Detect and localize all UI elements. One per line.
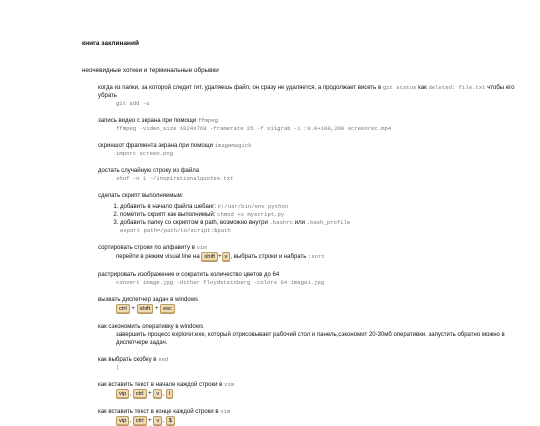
key-ctrl: ctrl: [133, 416, 147, 426]
inline-code: deleted: file.txt: [428, 84, 486, 91]
inline-code: vim: [223, 381, 235, 388]
key-shift: shift: [137, 304, 154, 314]
key-ctrl: ctrl: [116, 304, 130, 314]
key-dollar: $: [166, 416, 175, 426]
command-line: import screen.png: [116, 150, 174, 157]
list-item: [98, 117, 528, 133]
list-item: [98, 84, 528, 108]
item-text: перейти в режим visual line на: [116, 254, 200, 260]
key-v: v: [222, 252, 231, 262]
item-text: как выбрать скобку в: [98, 357, 157, 363]
item-text: как вставить текст в начале каждой строки в: [98, 382, 223, 388]
inline-code: chmod +x myscript.py: [217, 211, 285, 218]
list-item: [98, 192, 528, 235]
list-item: [98, 167, 528, 183]
list-item: [98, 142, 528, 158]
list-item: [98, 271, 528, 287]
step-item: [120, 211, 528, 219]
inline-code: .bash_profile: [306, 219, 351, 226]
item-text: сделать скрипт выполняемым:: [98, 193, 184, 199]
item-text: , выбрать строки и набрать: [230, 254, 307, 260]
key-v: v: [153, 416, 162, 426]
item-text: как: [418, 85, 427, 91]
key-vip: vip: [116, 389, 129, 399]
step-text: пометить скрипт как выполнимый:: [120, 212, 216, 218]
item-text: как сэкономить оперативку в windows: [98, 324, 204, 330]
step-text: добавить в начало файла шебанг:: [120, 204, 216, 210]
step-item: [120, 219, 528, 235]
inline-code: ffmpeg: [197, 117, 218, 124]
steps-list: [98, 203, 528, 235]
inline-code: imagemagick: [214, 142, 252, 149]
command-line: (: [116, 364, 120, 371]
item-text: когда из папки, за которой следит гит, удаляешь файл, он сразу не удаляется, а продолжает висеть в: [98, 85, 382, 91]
step-item: [120, 203, 528, 211]
command-line: git add -u: [116, 100, 150, 107]
list-item: как вставить текст в начале каждой строки в vim vip , ctrl + v , I: [98, 381, 235, 397]
inline-code: sed: [158, 356, 169, 363]
item-text: растрировать изображение и сократить количество цветов до 64: [98, 272, 280, 278]
item-text: скриншот фрагмента экрана при помощи: [98, 143, 213, 149]
item-text: как вставить текст в конце каждой строки в: [98, 409, 219, 415]
step-text: добавить папку со скриптом в path, возможно внутри: [120, 220, 268, 226]
key-ctrl: ctrl: [133, 389, 147, 399]
inline-code: vim: [220, 408, 231, 415]
list-item: сортировать строки по алфавиту в vim перейти в режим visual line на shift + v , выбрать строки и набрать :sort: [98, 244, 325, 260]
list-item: как вставить текст в конце каждой строки в vim vip , ctrl + v , $: [98, 408, 231, 424]
list-item: [98, 323, 528, 347]
item-text: вызвать диспетчер задач в windows: [98, 297, 199, 303]
inline-code: git status: [382, 84, 417, 91]
inline-code: .bashrc: [269, 219, 294, 226]
item-text: достать случайную строку из файла: [98, 168, 200, 174]
section-heading: неочевидные хоткеи и терминальные обрывки: [82, 67, 219, 74]
page-title: книга заклинаний: [82, 40, 139, 47]
inline-code: export path=/path/to/script:$path: [120, 227, 231, 234]
inline-code: vim: [196, 244, 207, 251]
key-i: I: [166, 389, 174, 399]
item-text: сортировать строки по алфавиту в: [98, 245, 195, 251]
key-shift: shift: [201, 252, 218, 262]
item-description: завершить процесс explorer.exe, который отрисовывает рабочий стол и панель,сэкономит 20-30мб оперативки. запустить обратно можно в диспетчере задач.: [116, 332, 505, 346]
inline-code: :sort: [308, 253, 325, 260]
spell-list: [98, 84, 528, 426]
command-line: convert image.jpg -dither floydsteinberg -colors 64 image1.jpg: [116, 279, 325, 286]
key-vip: vip: [116, 416, 129, 426]
step-text: или: [294, 220, 305, 226]
item-text: запись видео с экрана при помощи: [98, 118, 197, 124]
list-item: [98, 356, 528, 372]
command-line: shuf -n 1 ~/inspirationalquotes.txt: [116, 175, 234, 182]
key-v: v: [153, 389, 162, 399]
list-item: вызвать диспетчер задач в windows ctrl + shift + esc: [98, 297, 199, 312]
inline-code: #!/usr/bin/env python: [217, 203, 289, 210]
command-line: ffmpeg -video_size 1024x768 -framerate 25 -f x11grab -i :0.0+100,200 screenrec.mp4: [116, 125, 392, 132]
item-text: чтобы его убрать: [98, 85, 515, 99]
key-esc: esc: [160, 304, 175, 314]
